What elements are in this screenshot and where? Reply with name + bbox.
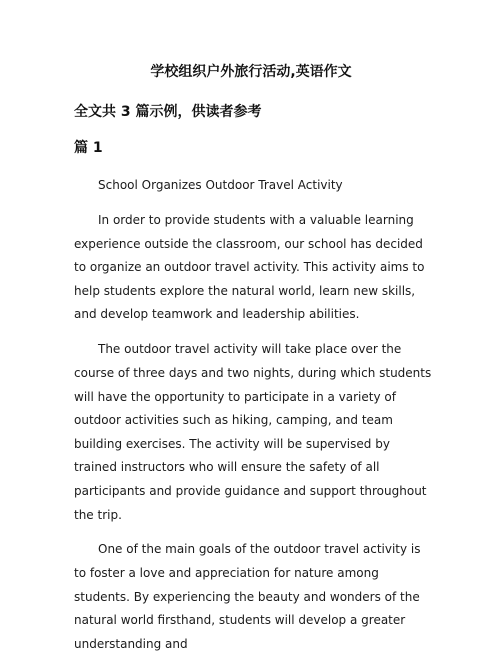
essay-title: School Organizes Outdoor Travel Activity: [98, 178, 343, 192]
essay-paragraph: The outdoor travel activity will take place over the course of three days and two nights, during which students will have the opportunity to participate in a variety of outdoor activities such as hiking, camping, and team building exercises. The activity will be supervised by trained instructors who will ensure the safety of all participants and provide guidance and support throughout the trip.: [74, 342, 432, 522]
essay-body: [74, 174, 434, 668]
essay-paragraph: One of the main goals of the outdoor travel activity is to foster a love and appreciation for nature among students. By experiencing the beauty and wonders of the natural world firsthand, students will develop a greater understanding and: [74, 542, 421, 651]
document-title: 学校组织户外旅行活动,英语作文: [150, 64, 352, 80]
section-label: 篇 1: [74, 140, 103, 156]
document-subheading: 全文共 3 篇示例，供读者参考: [74, 104, 262, 120]
essay-paragraph: In order to provide students with a valuable learning experience outside the classroom, our school has decided to organize an outdoor travel activity. This activity aims to help students explore the natural world, learn new skills, and develop teamwork and leadership abilities.: [74, 212, 425, 322]
